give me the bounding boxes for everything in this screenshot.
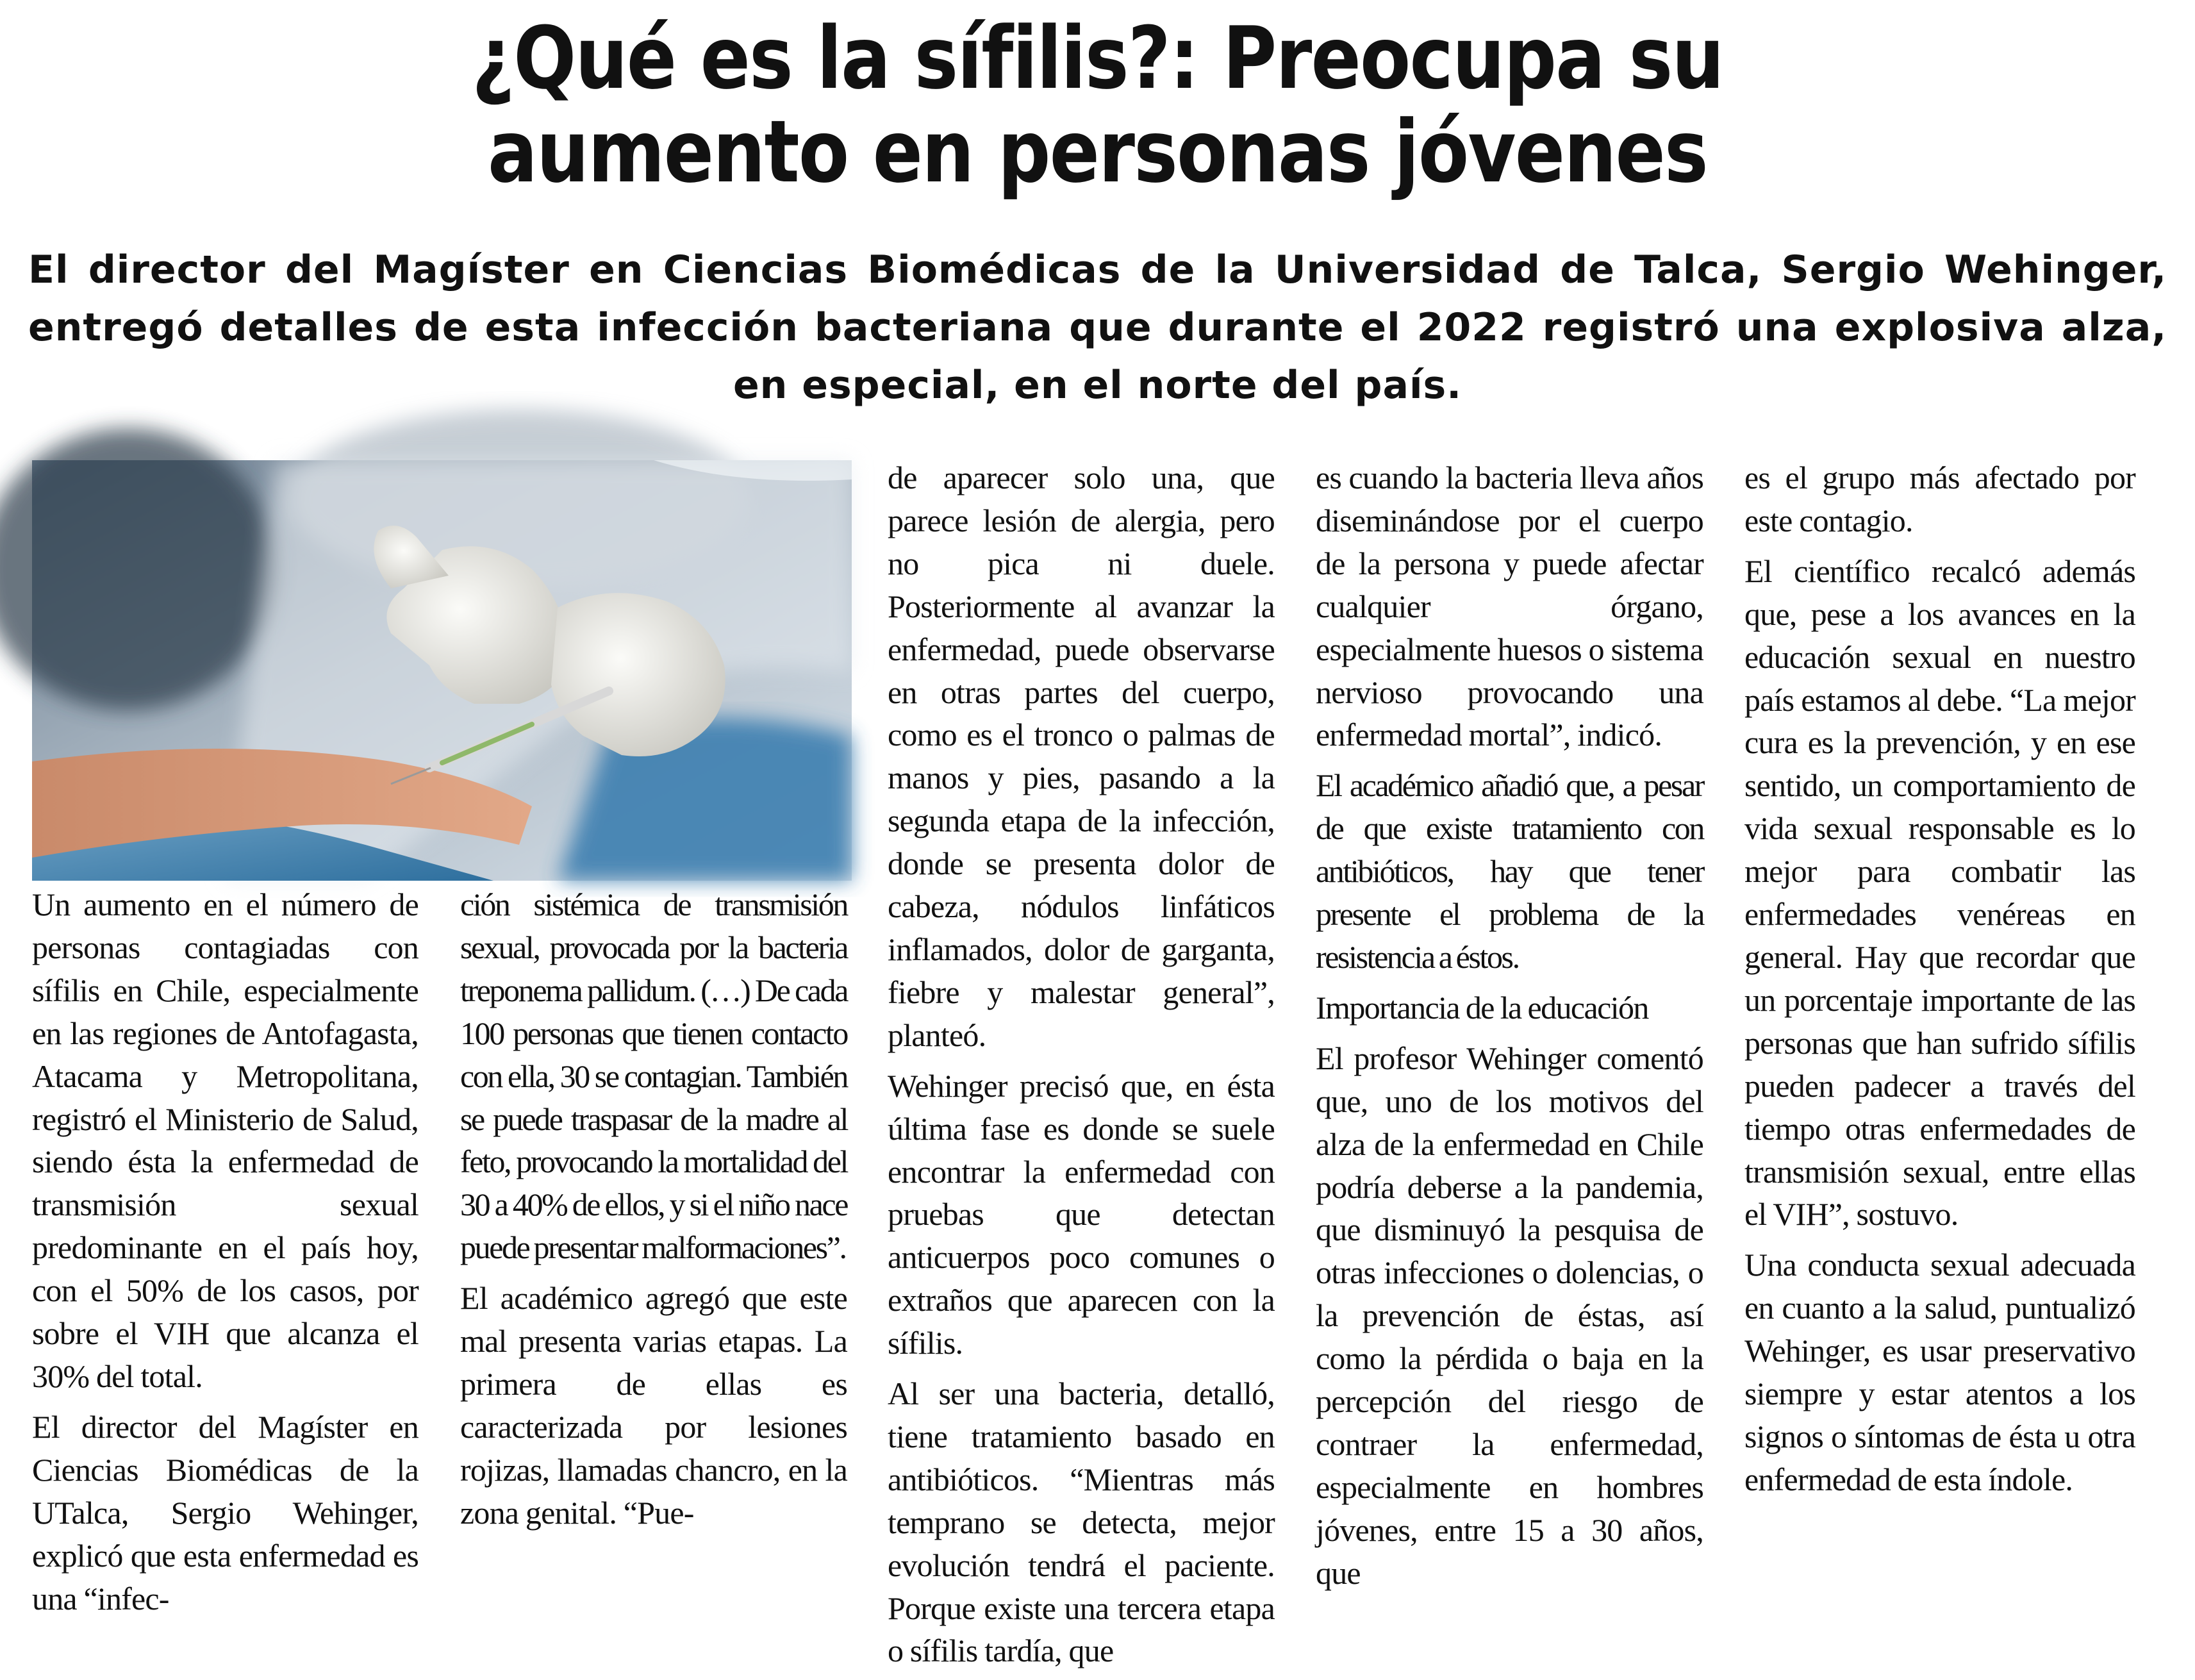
headline-line-2: aumento en personas jóvenes — [488, 102, 1707, 202]
column-2 — [460, 883, 847, 1542]
article-headline — [220, 8, 1975, 202]
column-4-paragraph-2: El académico añadió que, a pesar de que existe tratamiento con antibióticos, hay que tener presente el problema de la resistencia a éstos. — [1316, 767, 1703, 975]
column-5-paragraph-3: Una conducta sexual adecuada en cuanto a la salud, puntualizó Wehinger, es usar preservativo siempre y estar atentos a los signos o síntomas de ésta u otra enfermedad de esta índole. — [1744, 1247, 2135, 1497]
column-1-paragraph-2: El director del Magíster en Ciencias Biomédicas de la UTalca, Sergio Wehinger, explicó que esta enfermedad es una “infec- — [32, 1408, 418, 1617]
column-3 — [888, 456, 1275, 1680]
column-5 — [1744, 456, 2135, 1509]
section-subheading: Importancia de la educación — [1316, 989, 1648, 1026]
column-3-paragraph-2: Wehinger precisó que, en ésta última fase es donde se suele encontrar la enfermedad con pruebas que detectan anticuerpos poco comunes o extraños que aparecen con la sífilis. — [888, 1067, 1275, 1361]
column-4-paragraph-1: es cuando la bacteria lleva años diseminándose por el cuerpo de la persona y puede afectar cualquier órgano, especialmente huesos o sistema nervioso provocando una enfermedad mortal”, indicó. — [1316, 460, 1703, 753]
column-5-paragraph-2: El científico recalcó además que, pese a los avances en la educación sexual en nuestro país estamos al debe. “La mejor cura es la prevención, y en ese sentido, un comportamiento de vida sexual responsable es lo mejor para combatir las enfermedades venéreas en general. Hay que recordar que un porcentaje importante de las personas que han sufrido sífilis pueden padecer a través del tiempo otras enfermedades de transmisión sexual, entre ellas el VIH”, sostuvo. — [1744, 553, 2135, 1233]
column-4-paragraph-3: El profesor Wehinger comentó que, uno de los motivos del alza de la enfermedad en Chile podría deberse a la pandemia, que disminuyó la pesquisa de otras infecciones o dolencias, o la prevención de éstas, así como la pérdida o baja en la percepción del riesgo de contraer la enfermedad, especialmente en hombres jóvenes, entre 15 a 30 años, que — [1316, 1040, 1703, 1591]
column-2-paragraph-1: ción sistémica de transmisión sexual, provocada por la bacteria treponema pallidum. (…) De cada 100 personas que tienen contacto con ella, 30 se contagian. También se puede traspasar de la madre al feto, provocando la mortalidad del 30 a 40% de ellos, y si el niño nace puede presentar malformaciones”. — [460, 886, 847, 1266]
column-1 — [32, 883, 418, 1627]
column-2-paragraph-2: El académico agregó que este mal presenta varias etapas. La primera de ellas es caracterizada por lesiones rojizas, llamadas chancro, en la zona genital. “Pue- — [460, 1280, 847, 1531]
column-3-paragraph-1: de aparecer solo una, que parece lesión de alergia, pero no pica ni duele. Posteriormente al avanzar la enfermedad, puede observarse en otras partes del cuerpo, como es el tronco o palmas de manos y pies, pasando a la segunda etapa de la infección, donde se presenta dolor de cabeza, nódulos linfáticos inflamados, dolor de garganta, fiebre y malestar general”, planteó. — [888, 460, 1275, 1053]
article-photo — [32, 460, 852, 881]
column-1-paragraph-1: Un aumento en el número de personas contagiadas con sífilis en Chile, especialmente en las regiones de Antofagasta, Atacama y Metropolitana, registró el Ministerio de Salud, siendo ésta la enfermedad de transmisión sexual predominante en el país hoy, con el 50% de los casos, por sobre el VIH que alcanza el 30% del total. — [32, 886, 418, 1394]
column-3-paragraph-3: Al ser una bacteria, detalló, tiene tratamiento basado en antibióticos. “Mientras más temprano se detecta, mejor evolución tendrá el paciente. Porque existe una tercera etapa o sífilis tardía, que — [888, 1376, 1275, 1669]
column-4 — [1316, 456, 1703, 1602]
headline-line-1: ¿Qué es la sífilis?: Preocupa su — [472, 8, 1723, 108]
article-deck: El director del Magíster en Ciencias Biomédicas de la Universidad de Talca, Sergio Wehinger, entregó detalles de esta infección bacteriana que durante el 2022 registró una explosiva alza, en especial, en el norte del país. — [28, 247, 2167, 408]
column-5-paragraph-1: es el grupo más afectado por este contagio. — [1744, 460, 2135, 538]
